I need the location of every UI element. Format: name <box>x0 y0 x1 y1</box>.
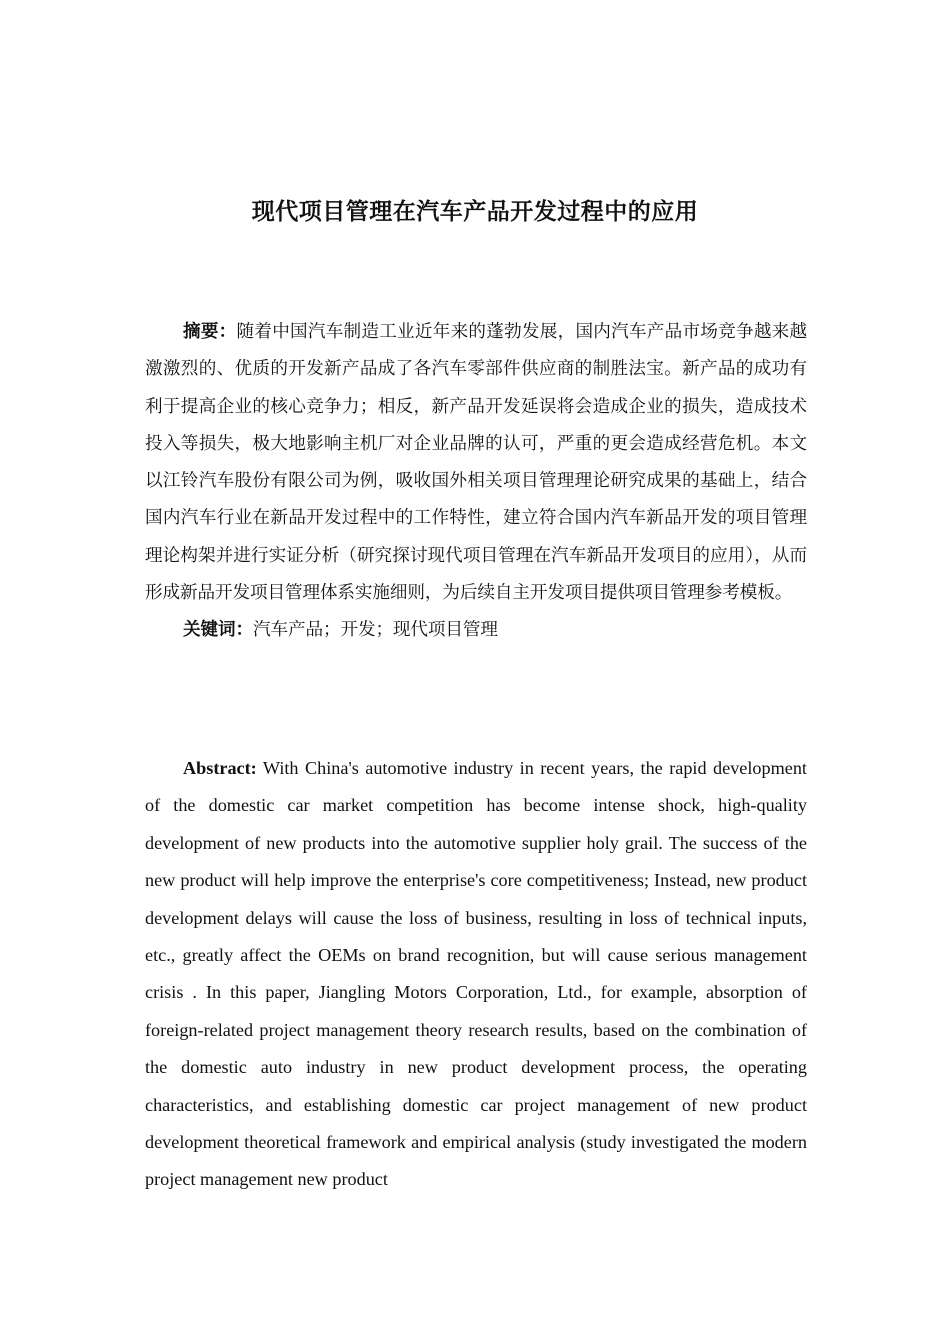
document-title: 现代项目管理在汽车产品开发过程中的应用 <box>251 199 699 225</box>
chinese-keywords-label: 关键词： <box>183 620 253 641</box>
english-abstract-label: Abstract: <box>183 758 257 778</box>
english-abstract-text: With China's automotive industry in recent years, the rapid development of the domestic car market competition has become intense shock, high-quality development of new products into the automotive supplier holy grail. The success of the new product will help improve the enterprise's core competitiveness; Instead, new product development delays will cause the loss of business, resulting in loss of technical inputs, etc., greatly affect the OEMs on brand recognition, but will cause serious management crisis . In this paper, Jiangling Motors Corporation, Ltd., for example, absorption of foreign-related project management theory research results, based on the combination of the domestic auto industry in new product development process, the operating characteristics, and establishing domestic car project management of new product development theoretical framework and empirical analysis (study investigated the modern project management new product <box>145 758 807 1190</box>
english-abstract-section <box>145 750 807 1199</box>
english-abstract-paragraph <box>145 750 807 1199</box>
chinese-abstract-label: 摘要： <box>183 322 237 342</box>
chinese-abstract-text: 随着中国汽车制造工业近年来的蓬勃发展，国内汽车产品市场竞争越来越激激烈的、优质的开发新产品成了各汽车零部件供应商的制胜法宝。新产品的成功有利于提高企业的核心竞争力；相反，新产品开发延误将会造成企业的损失，造成技术投入等损失，极大地影响主机厂对企业品牌的认可，严重的更会造成经营危机。本文以江铃汽车股份有限公司为例，吸收国外相关项目管理理论研究成果的基础上，结合国内汽车行业在新品开发过程中的工作特性，建立符合国内汽车新品开发的项目管理理论构架并进行实证分析（研究探讨现代项目管理在汽车新品开发项目的应用），从而形成新品开发项目管理体系实施细则，为后续自主开发项目提供项目管理参考模板。 <box>145 322 807 604</box>
chinese-keywords-paragraph <box>145 612 807 649</box>
chinese-abstract-section <box>145 314 807 650</box>
chinese-keywords-text: 汽车产品；开发；现代项目管理 <box>252 620 498 641</box>
chinese-abstract-paragraph <box>145 314 807 612</box>
